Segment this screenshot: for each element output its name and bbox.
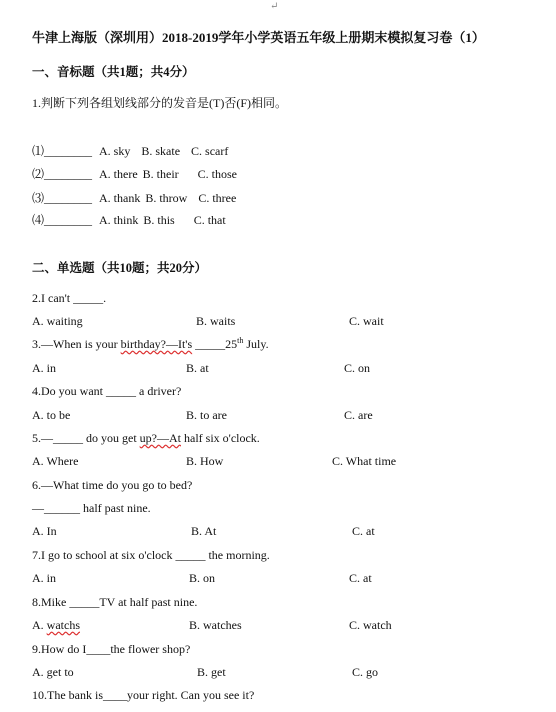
- q5-text-underlined: up?—At: [139, 431, 181, 445]
- q5-option-b[interactable]: B. How: [186, 454, 224, 468]
- q8-option-c[interactable]: C. watch: [349, 618, 392, 632]
- q8-option-a-word: watchs: [46, 618, 80, 632]
- question-7-text: 7.I go to school at six o'clock _____ the morning.: [32, 548, 270, 562]
- q5-text-end: half six o'clock.: [181, 431, 260, 445]
- q8-option-a-letter: A.: [32, 618, 47, 632]
- q2-option-a[interactable]: A. waiting: [32, 314, 83, 328]
- q6-option-c[interactable]: C. at: [352, 524, 375, 538]
- question-1-text: 1.判断下列各组划线部分的发音是(T)否(F)相同。: [32, 96, 287, 110]
- option-b: B. skate: [141, 144, 181, 158]
- q5-text-start: 5.—_____ do you get: [32, 431, 140, 445]
- phonetic-item-3: [32, 191, 236, 205]
- q3-text-mid: _____25: [192, 337, 238, 351]
- question-5-text: [32, 431, 260, 445]
- question-2-text: 2.I can't _____.: [32, 291, 107, 305]
- item-number: ⑴: [32, 144, 45, 158]
- option-c: C. three: [198, 191, 237, 205]
- phonetic-item-1: [32, 144, 228, 158]
- question-3-text: [32, 337, 269, 351]
- option-a: A. sky: [99, 144, 131, 158]
- question-6-text: 6.—What time do you go to bed?: [32, 478, 193, 492]
- q3-text-end: July.: [243, 337, 269, 351]
- q3-superscript: th: [237, 336, 244, 345]
- answer-blank[interactable]: ________: [44, 213, 93, 227]
- q3-option-b[interactable]: B. at: [186, 361, 209, 375]
- phonetic-item-2: [32, 167, 237, 181]
- q3-option-c[interactable]: C. on: [344, 361, 371, 375]
- option-a: A. thank: [99, 191, 141, 205]
- q3-text-underlined: birthday?—It's: [120, 337, 193, 351]
- question-8-text: 8.Mike _____TV at half past nine.: [32, 595, 198, 609]
- q7-option-a[interactable]: A. in: [32, 571, 56, 585]
- q2-option-c[interactable]: C. wait: [349, 314, 384, 328]
- answer-blank[interactable]: ________: [44, 144, 93, 158]
- q9-option-a[interactable]: A. get to: [32, 665, 74, 679]
- q2-option-b[interactable]: B. waits: [196, 314, 236, 328]
- option-a: A. there: [99, 167, 138, 181]
- q8-option-a[interactable]: [32, 618, 80, 632]
- option-c: C. that: [193, 213, 226, 227]
- q8-option-b[interactable]: B. watches: [189, 618, 242, 632]
- q5-option-c[interactable]: C. What time: [332, 454, 397, 468]
- q7-option-c[interactable]: C. at: [349, 571, 372, 585]
- q4-option-c[interactable]: C. are: [344, 408, 373, 422]
- question-4-text: 4.Do you want _____ a driver?: [32, 384, 182, 398]
- option-c: C. those: [197, 167, 238, 181]
- question-9-text: 9.How do I____the flower shop?: [32, 642, 191, 656]
- q7-option-b[interactable]: B. on: [189, 571, 216, 585]
- item-number: ⑷: [32, 213, 45, 227]
- section2-heading: 二、单选题（共10题；共20分）: [32, 261, 208, 275]
- phonetic-item-4: [32, 213, 226, 227]
- q4-option-b[interactable]: B. to are: [186, 408, 227, 422]
- q3-text-start: 3.—When is your: [32, 337, 121, 351]
- q9-option-c[interactable]: C. go: [352, 665, 379, 679]
- q6-option-b[interactable]: B. At: [191, 524, 217, 538]
- question-10-text: 10.The bank is____your right. Can you see it?: [32, 688, 255, 702]
- option-b: B. their: [142, 167, 179, 181]
- q9-option-b[interactable]: B. get: [197, 665, 226, 679]
- section1-heading: 一、音标题（共1题；共4分）: [32, 65, 195, 79]
- document-title: 牛津上海版（深圳用）2018-2019学年小学英语五年级上册期末模拟复习卷（1）: [32, 30, 485, 45]
- question-6-response: —______ half past nine.: [32, 501, 151, 515]
- option-a: A. think: [99, 213, 139, 227]
- option-b: B. throw: [145, 191, 188, 205]
- answer-blank[interactable]: ________: [44, 191, 93, 205]
- answer-blank[interactable]: ________: [44, 167, 93, 181]
- top-return-mark: ↵: [270, 1, 279, 12]
- option-b: B. this: [143, 213, 175, 227]
- q4-option-a[interactable]: A. to be: [32, 408, 71, 422]
- q5-option-a[interactable]: A. Where: [32, 454, 79, 468]
- option-c: C. scarf: [191, 144, 229, 158]
- q3-option-a[interactable]: A. in: [32, 361, 56, 375]
- item-number: ⑵: [32, 167, 45, 181]
- item-number: ⑶: [32, 191, 45, 205]
- q6-option-a[interactable]: A. In: [32, 524, 57, 538]
